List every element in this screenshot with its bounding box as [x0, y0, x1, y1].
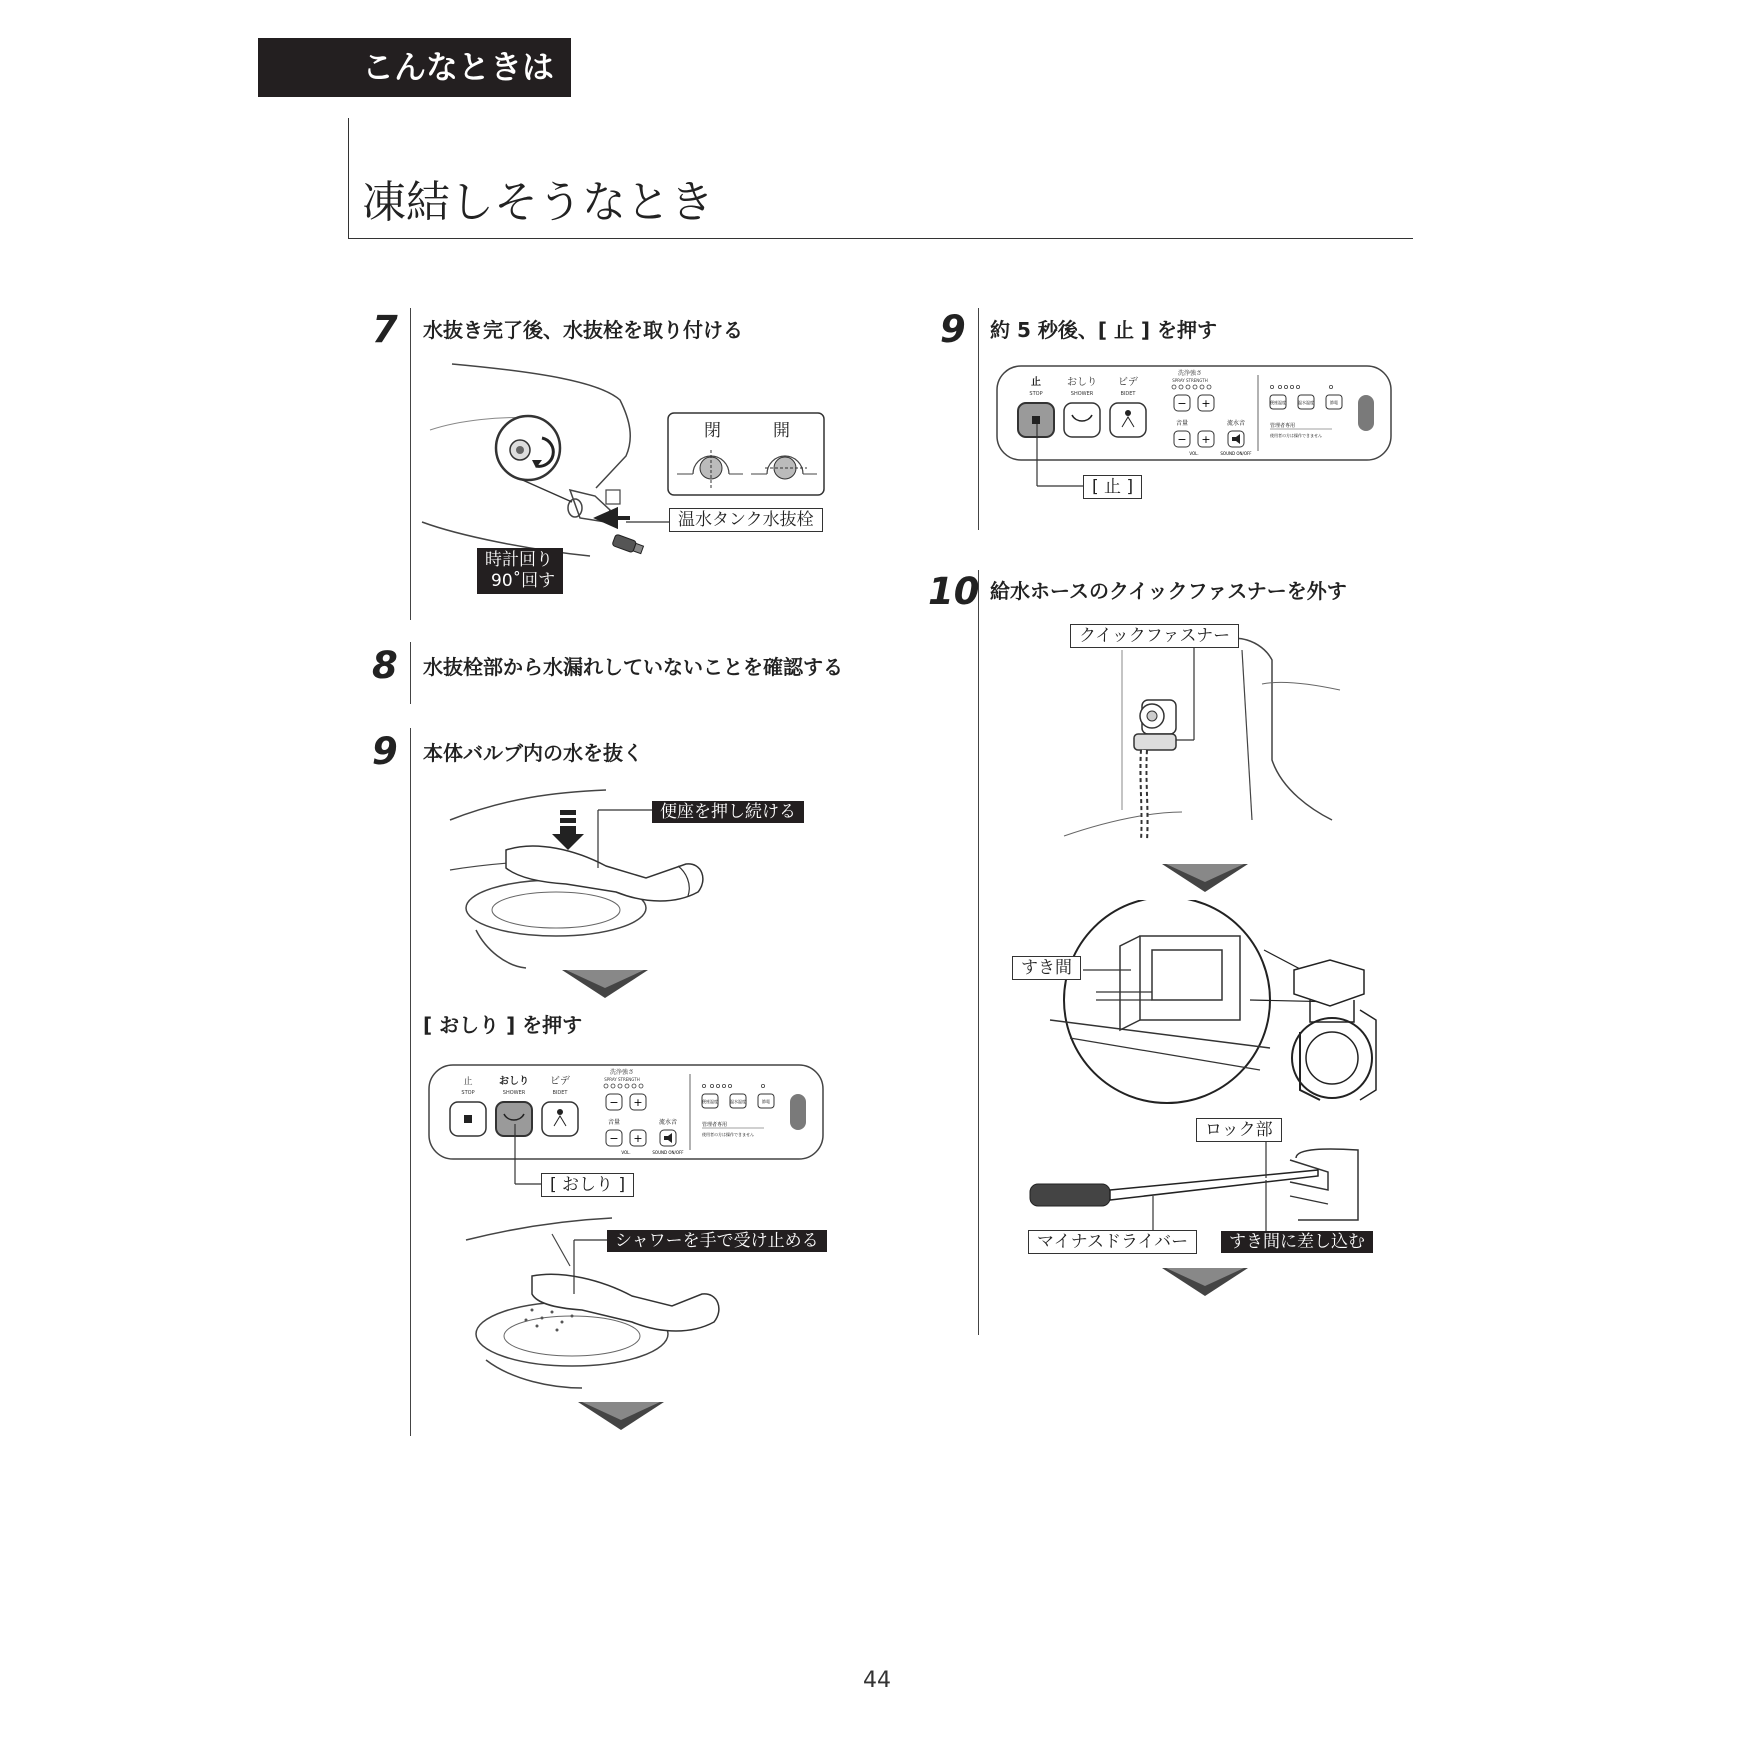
insert-gap-label: すき間に差し込む: [1221, 1231, 1373, 1253]
svg-text:管理者専用: 管理者専用: [1270, 423, 1296, 429]
svg-text:節電: 節電: [1330, 400, 1338, 405]
svg-text:音量: 音量: [1175, 420, 1189, 427]
svg-text:SOUND ON/OFF: SOUND ON/OFF: [1220, 451, 1252, 456]
svg-text:流水音: 流水音: [1226, 420, 1246, 427]
quick-fastener-illustration: [1062, 620, 1342, 852]
svg-text:音量: 音量: [607, 1119, 621, 1126]
page-number: 44: [863, 1668, 891, 1693]
svg-text:便座温度: 便座温度: [702, 1099, 718, 1104]
title-vertical-rule: [348, 118, 349, 238]
step-8-number: 8: [372, 644, 398, 687]
flow-arrow-2: [576, 1400, 666, 1432]
svg-text:+: +: [1201, 397, 1211, 410]
step-9a-number: 9: [372, 730, 398, 773]
bidet-button: [1110, 403, 1146, 437]
remote-indicator-window: [1358, 395, 1374, 431]
svg-text:SHOWER: SHOWER: [1070, 391, 1094, 397]
svg-text:−: −: [1177, 433, 1187, 446]
oshiri-callout-label: [ おしり ]: [541, 1173, 634, 1197]
stop-square-icon: [1032, 416, 1040, 424]
valve-closed-label: 閉: [704, 421, 721, 441]
title-horizontal-rule: [348, 238, 1413, 239]
flow-arrow-4: [1160, 1266, 1250, 1298]
valve-open-close-diagram: [667, 412, 825, 496]
svg-text:SPRAY STRENGTH: SPRAY STRENGTH: [604, 1077, 640, 1082]
svg-text:−: −: [1177, 397, 1187, 410]
svg-text:STOP: STOP: [461, 1090, 475, 1096]
stop-callout-label: [ 止 ]: [1083, 475, 1142, 499]
svg-text:流水音: 流水音: [658, 1119, 678, 1126]
step-9b-rule: [978, 308, 979, 530]
svg-text:STOP: STOP: [1029, 391, 1043, 397]
svg-text:−: −: [609, 1096, 619, 1109]
svg-text:BIDET: BIDET: [1120, 391, 1136, 397]
step-7-text: 水抜き完了後、水抜栓を取り付ける: [423, 318, 743, 342]
press-seat-label: 便座を押し続ける: [652, 801, 804, 823]
svg-text:温水温度: 温水温度: [730, 1099, 746, 1104]
section-header-tab: こんなときは: [258, 38, 571, 97]
step-8-text: 水抜栓部から水漏れしていないことを確認する: [423, 655, 843, 679]
svg-text:止: 止: [1031, 377, 1041, 388]
gap-detail-illustration: [1010, 900, 1410, 1122]
valve-open-label: 開: [773, 421, 790, 441]
gap-label: すき間: [1012, 956, 1081, 980]
page-title: 凍結しそうなとき: [362, 177, 714, 228]
svg-text:おしり: おしり: [499, 1076, 529, 1087]
catch-shower-label: シャワーを手で受け止める: [607, 1230, 827, 1252]
svg-text:SHOWER: SHOWER: [502, 1090, 526, 1096]
bidet-button: [542, 1102, 578, 1136]
step-9a-rule: [410, 728, 411, 1436]
svg-text:洗浄強さ: 洗浄強さ: [1177, 370, 1203, 377]
svg-text:洗浄強さ: 洗浄強さ: [609, 1069, 635, 1076]
remote-control-shower: [428, 1064, 824, 1160]
svg-text:節電: 節電: [762, 1099, 770, 1104]
svg-text:ビデ: ビデ: [550, 1076, 570, 1087]
gap-callout-line: [1083, 960, 1133, 980]
step-9a-text: 本体バルブ内の水を抜く: [423, 741, 643, 765]
svg-text:使用者の方は操作できません: 使用者の方は操作できません: [1270, 433, 1322, 438]
svg-text:止: 止: [463, 1077, 473, 1087]
svg-text:+: +: [633, 1132, 643, 1145]
flow-arrow-1: [560, 968, 650, 1000]
lock-part-label: ロック部: [1196, 1118, 1282, 1142]
svg-text:+: +: [633, 1096, 643, 1109]
svg-text:ビデ: ビデ: [1118, 377, 1138, 388]
quick-fastener-label: クイックファスナー: [1070, 624, 1239, 648]
remote-indicator-window: [790, 1094, 806, 1130]
step-10-text: 給水ホースのクイックファスナーを外す: [990, 579, 1347, 603]
drain-plug-label: 温水タンク水抜栓: [669, 508, 823, 532]
rotate-line-2: 90˚回す: [491, 571, 556, 591]
svg-text:おしり: おしり: [1067, 377, 1097, 388]
stop-button: [450, 1102, 486, 1136]
svg-text:BIDET: BIDET: [552, 1090, 568, 1096]
step-10-number: 10: [928, 570, 980, 613]
svg-text:管理者専用: 管理者専用: [702, 1122, 728, 1128]
svg-text:VOL.: VOL.: [1189, 451, 1199, 456]
rotate-instruction-label: [477, 548, 563, 594]
flow-arrow-3: [1160, 862, 1250, 894]
screwdriver-label: マイナスドライバー: [1028, 1230, 1197, 1254]
stop-callout-line: [1035, 424, 1085, 490]
drain-plug-leader-line: [626, 508, 672, 528]
rotate-line-1: 時計回り: [485, 550, 553, 570]
step-9b-number: 9: [940, 308, 966, 351]
svg-text:VOL.: VOL.: [621, 1150, 631, 1155]
svg-text:便座温度: 便座温度: [1270, 400, 1286, 405]
step-7-rule: [410, 308, 411, 620]
svg-text:使用者の方は操作できません: 使用者の方は操作できません: [702, 1132, 754, 1137]
arrow-down-icon: [552, 810, 584, 850]
step-8-rule: [410, 642, 411, 704]
step-10-rule: [978, 570, 979, 1335]
stop-square-icon: [464, 1115, 472, 1123]
svg-text:SOUND ON/OFF: SOUND ON/OFF: [652, 1150, 684, 1155]
svg-text:−: −: [609, 1132, 619, 1145]
step-9a-subtext: [ おしり ] を押す: [423, 1013, 583, 1037]
oshiri-callout-line: [513, 1124, 543, 1188]
svg-text:+: +: [1201, 433, 1211, 446]
step-9b-text: 約 5 秒後、[ 止 ] を押す: [990, 318, 1218, 342]
step-7-number: 7: [372, 308, 398, 351]
svg-text:SPRAY STRENGTH: SPRAY STRENGTH: [1172, 378, 1208, 383]
svg-text:温水温度: 温水温度: [1298, 400, 1314, 405]
